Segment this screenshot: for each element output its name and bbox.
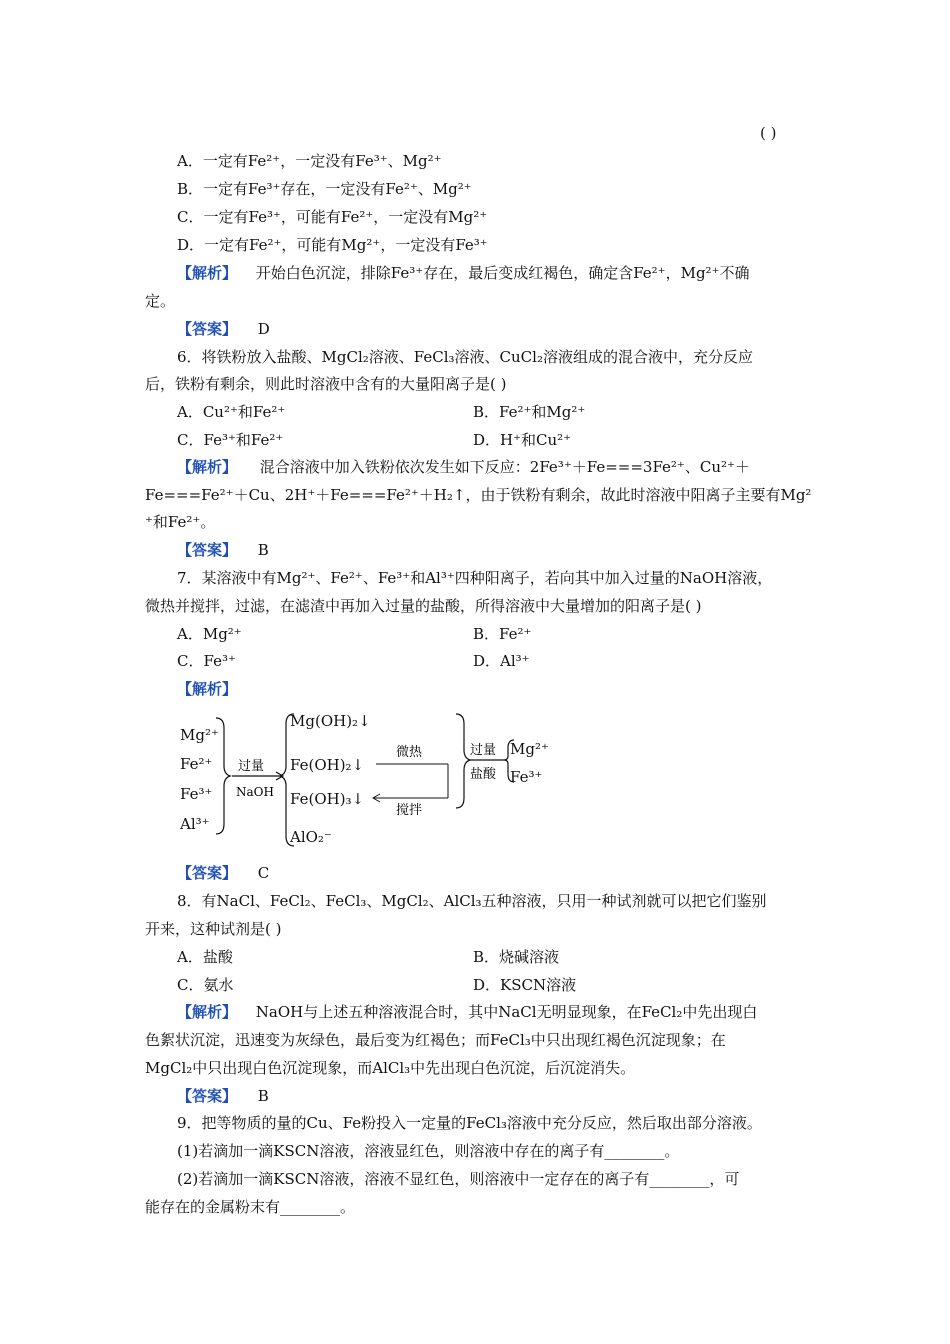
final-mg: Mg²⁺ (510, 740, 549, 758)
answer-line (177, 1086, 269, 1106)
analysis-label: 【解析】 (177, 680, 238, 698)
analysis-text: 色絮状沉淀，迅速变为灰绿色，最后变为红褐色；而FeCl₃中只出现红褐色沉淀现象；在 (145, 1031, 726, 1049)
final-fe3: Fe³⁺ (510, 768, 543, 786)
ion-fe2: Fe²⁺ (180, 755, 213, 773)
question-stem: 8．有NaCl、FeCl₂、FeCl₃、MgCl₂、AlCl₃五种溶液，只用一种试剂就可以把它们鉴别 (177, 892, 767, 910)
answer-value: B (257, 1087, 269, 1105)
answer-bracket: ( ) (760, 124, 777, 142)
option-d: D．一定有Fe²⁺，可能有Mg²⁺，一定没有Fe³⁺ (177, 236, 488, 254)
brace-right-2 (456, 714, 470, 808)
product-mgoh2: Mg(OH)₂↓ (290, 712, 371, 730)
answer-label: 【答案】 (177, 541, 238, 559)
question-stem: 开来，这种试剂是( ) (145, 920, 282, 938)
reagent-bottom: NaOH (236, 785, 274, 799)
option-a: A．Mg²⁺ (177, 625, 242, 643)
analysis-line (177, 263, 749, 283)
product-alo2: AlO₂⁻ (290, 828, 332, 846)
option-c: C．氨水 (177, 976, 234, 994)
reaction-diagram (170, 708, 570, 858)
answer-line (177, 319, 270, 339)
analysis-text: 开始白色沉淀，排除Fe³⁺存在，最后变成红褐色，确定含Fe²⁺，Mg²⁺不确 (255, 264, 750, 282)
option-d: D．KSCN溶液 (473, 976, 577, 994)
question-stem: 7．某溶液中有Mg²⁺、Fe²⁺、Fe³⁺和Al³⁺四种阳离子，若向其中加入过量的NaOH溶液， (177, 569, 773, 587)
analysis-label: 【解析】 (177, 1003, 238, 1021)
answer-line (177, 540, 269, 560)
reagent-top: 过量 (238, 759, 265, 774)
option-c: C．Fe³⁺ (177, 652, 236, 670)
option-a: A．一定有Fe²⁺，一定没有Fe³⁺、Mg²⁺ (177, 152, 442, 170)
heat-label: 微热 (396, 745, 423, 760)
ion-fe3: Fe³⁺ (180, 785, 213, 803)
ion-mg: Mg²⁺ (180, 726, 219, 744)
analysis-label: 【解析】 (177, 458, 238, 476)
answer-label: 【答案】 (177, 864, 238, 882)
ion-al: Al³⁺ (180, 815, 210, 833)
option-d: D．Al³⁺ (473, 652, 530, 670)
question-stem: 9．把等物质的量的Cu、Fe粉投入一定量的FeCl₃溶液中充分反应，然后取出部分溶液。 (177, 1114, 762, 1132)
sub-question-1: (1)若滴加一滴KSCN溶液，溶液显红色，则溶液中存在的离子有________。 (177, 1142, 680, 1160)
analysis-text: MgCl₂中只出现白色沉淀现象，而AlCl₃中先出现白色沉淀，后沉淀消失。 (145, 1059, 636, 1077)
acid-bottom: 盐酸 (470, 767, 497, 782)
acid-top: 过量 (470, 743, 497, 758)
question-stem: 后，铁粉有剩余，则此时溶液中含有的大量阳离子是( ) (145, 375, 507, 393)
answer-value: B (257, 541, 269, 559)
option-b: B．Fe²⁺ (473, 625, 532, 643)
question-stem: 6．将铁粉放入盐酸、MgCl₂溶液、FeCl₃溶液、CuCl₂溶液组成的混合液中，充分反应 (177, 348, 753, 366)
answer-value: C (257, 864, 270, 882)
option-d: D．H⁺和Cu²⁺ (473, 431, 572, 449)
answer-label: 【答案】 (177, 1087, 238, 1105)
analysis-label: 【解析】 (177, 264, 238, 282)
analysis-text: 混合溶液中加入铁粉依次发生如下反应：2Fe³⁺＋Fe===3Fe²⁺、Cu²⁺＋ (259, 458, 750, 476)
product-feoh2: Fe(OH)₂↓ (290, 756, 365, 774)
analysis-text: NaOH与上述五种溶液混合时，其中NaCl无明显现象，在FeCl₂中先出现白 (255, 1003, 758, 1021)
sub-question-2: (2)若滴加一滴KSCN溶液，溶液不显红色，则溶液中一定存在的离子有________，可 (177, 1170, 740, 1188)
answer-value: D (257, 320, 270, 338)
sub-question-2: 能存在的金属粉末有________。 (145, 1198, 356, 1216)
option-a: A．盐酸 (177, 948, 233, 966)
option-c: C．一定有Fe³⁺，可能有Fe²⁺，一定没有Mg²⁺ (177, 208, 488, 226)
question-stem: 微热并搅拌，过滤，在滤渣中再加入过量的盐酸，所得溶液中大量增加的阳离子是( ) (145, 597, 702, 615)
analysis-line (177, 457, 750, 477)
analysis-text: 定。 (145, 292, 176, 310)
stir-label: 搅拌 (396, 803, 423, 818)
answer-label: 【答案】 (177, 320, 238, 338)
option-c: C．Fe³⁺和Fe²⁺ (177, 431, 284, 449)
analysis-text: ⁺和Fe²⁺。 (145, 513, 216, 531)
option-b: B．Fe²⁺和Mg²⁺ (473, 403, 586, 421)
product-feoh3: Fe(OH)₃↓ (290, 790, 365, 808)
option-b: B．烧碱溶液 (473, 948, 560, 966)
answer-line (177, 863, 269, 883)
option-a: A．Cu²⁺和Fe²⁺ (177, 403, 286, 421)
analysis-text: Fe===Fe²⁺＋Cu、2H⁺＋Fe===Fe²⁺＋H₂↑，由于铁粉有剩余，故此时溶液中阳离子主要有Mg² (145, 486, 812, 504)
analysis-line (177, 1002, 757, 1022)
option-b: B．一定有Fe³⁺存在，一定没有Fe²⁺、Mg²⁺ (177, 180, 472, 198)
analysis-line (177, 679, 237, 699)
brace-left (280, 714, 294, 846)
